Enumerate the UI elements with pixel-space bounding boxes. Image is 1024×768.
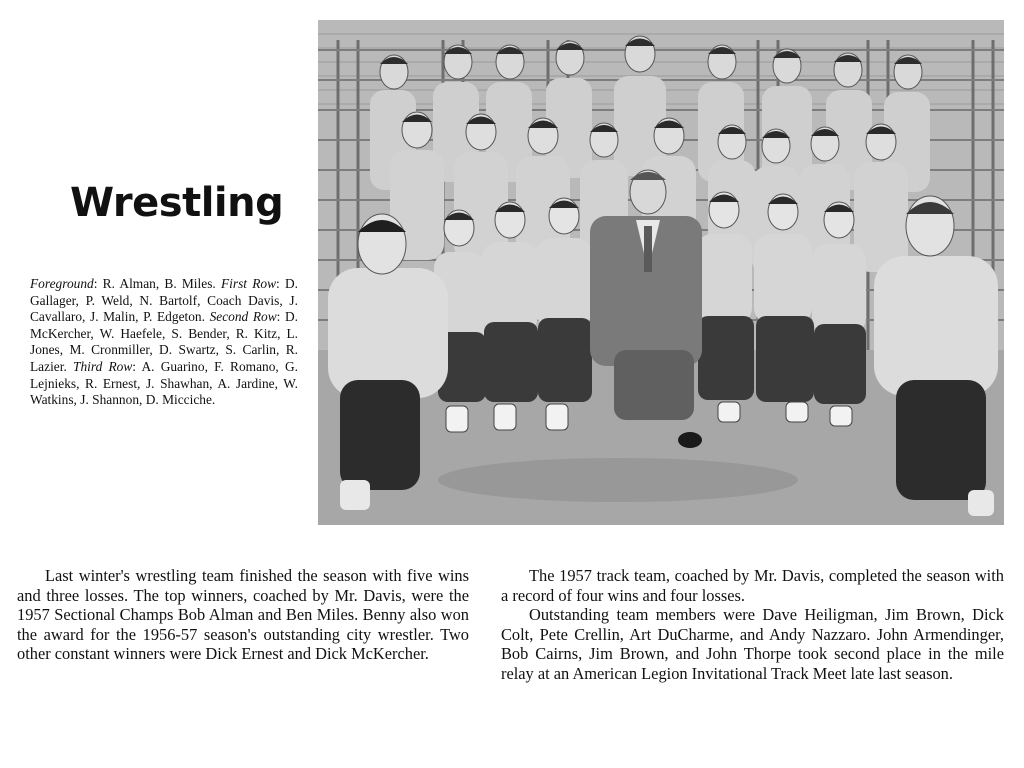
team-photo xyxy=(318,20,1004,525)
caption-first-row-label: First Row xyxy=(220,276,277,291)
wrestling-paragraph: Last winter's wrestling team finished the season with five wins and three losses. The top winners, coached by Mr. Davis, were the 1957 Sectional Champs Bob Alman and Ben Miles. Benny also won the award for the 1956-57 season's outstanding city wrestler. Two other constant winners were Dick Ernest and Dick McKercher. xyxy=(17,566,469,664)
team-photo-illustration xyxy=(318,20,1004,525)
caption-third-row-names: : A. Guarino, F. Romano, G. Lejnieks, R. Ernest, J. Shawhan, A. Jardine, W. Watkins, J. Shannon, D. Micciche. xyxy=(30,358,298,408)
photo-caption xyxy=(30,276,298,409)
caption-foreground-names: : R. Alman, B. Miles. xyxy=(93,276,216,291)
caption-third-row-label: Third Row xyxy=(73,358,133,374)
article-wrestling xyxy=(17,566,469,664)
page-title: Wrestling xyxy=(70,180,284,226)
caption-second-row-label: Second Row xyxy=(209,309,277,325)
track-paragraph-1: The 1957 track team, coached by Mr. Davis, completed the season with a record of four wins and four losses. xyxy=(501,566,1004,605)
caption-foreground-label: Foreground xyxy=(30,276,94,291)
caption-second-row-names: : D. McKercher, W. Haefele, S. Bender, R. Kitz, L. Jones, M. Cronmiller, D. Swartz, S. Carlin, R. Lazier. xyxy=(30,309,298,374)
caption-first-row-names: : D. Gallager, P. Weld, N. Bartolf, Coach Davis, J. Cavallaro, J. Malin, P. Edgeton. xyxy=(30,276,298,325)
mat-shadow xyxy=(438,458,798,502)
article-track xyxy=(501,566,1004,684)
track-paragraph-2: Outstanding team members were Dave Heiligman, Jim Brown, Dick Colt, Pete Crellin, Art DuCharme, and Andy Nazzaro. John Armendinger, Bob Cairns, Jim Brown, and John Thorpe took second place in the mile relay at an American Legion Invitational Track Meet late last season. xyxy=(501,605,1004,683)
